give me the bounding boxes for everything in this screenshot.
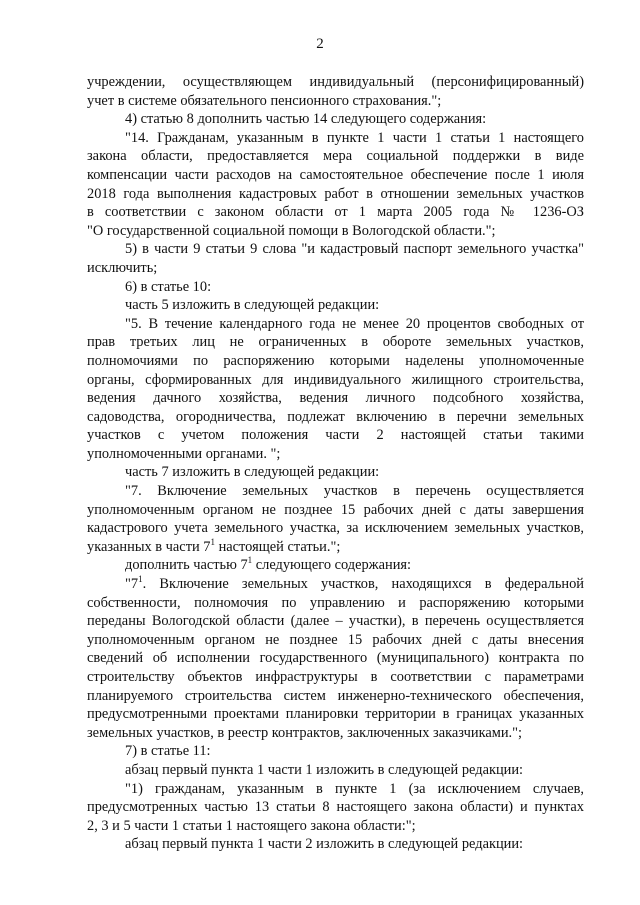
text-segment: строительству объектов инфраструктуры в соответствии с параметрами	[87, 669, 584, 685]
text-line	[87, 129, 584, 148]
text-line	[87, 501, 584, 520]
text-line	[87, 742, 584, 761]
text-segment: 2018 года выполнения кадастровых работ в отношении земельных участков	[87, 185, 584, 202]
text-segment: "5. В течение календарного года не менее 20 процентов свободных от	[125, 315, 584, 332]
text-segment: абзац первый пункта 1 части 1 изложить в следующей редакции:	[125, 761, 524, 778]
text-line	[87, 92, 584, 111]
text-segment: указанных в части 7	[87, 538, 211, 555]
text-segment: сведений об исполнении государственного (муниципального) контракта по	[87, 650, 584, 667]
text-line	[87, 631, 584, 650]
text-segment: компенсации части расходов на самостоятельное обеспечение после 1 июля	[87, 166, 584, 183]
document-body	[87, 73, 584, 854]
text-line	[87, 649, 584, 668]
text-segment: учет в системе обязательного пенсионного страхования.";	[87, 92, 442, 109]
text-segment: 4) статью 8 дополнить частью 14 следующего содержания:	[125, 111, 487, 128]
text-line	[87, 185, 584, 204]
text-line	[87, 482, 584, 501]
text-segment: органы, сформированных для индивидуального жилищного строительства,	[87, 371, 584, 388]
text-segment: "1) гражданам, указанным в пункте 1 (за исключением случаев,	[125, 780, 584, 797]
text-segment: "14. Гражданам, указанным в пункте 1 части 1 статьи 1 настоящего	[125, 129, 584, 146]
text-line	[87, 389, 584, 408]
text-line	[87, 612, 584, 631]
text-line	[87, 668, 584, 687]
text-line	[87, 817, 584, 836]
text-segment: предусмотренными проектами планировки территории в границах указанных	[87, 706, 584, 723]
text-line	[87, 408, 584, 427]
text-segment: полномочиями по распоряжению которыми наделены уполномоченные	[87, 352, 584, 369]
text-segment: прав третьих лиц не ограниченных в обороте земельных участков,	[87, 334, 584, 351]
text-segment: предусмотренных частью 13 статьи 8 настоящего закона области) и пунктах	[87, 799, 584, 816]
text-segment: "7	[125, 576, 139, 593]
text-segment: переданы Вологодской области (далее – участки), в перечень осуществляется	[87, 613, 584, 630]
text-segment: уполномоченным органом не позднее 15 рабочих дней с даты завершения	[87, 501, 584, 518]
text-line	[87, 538, 584, 557]
text-segment: 7) в статье 11:	[125, 743, 211, 760]
text-line	[87, 259, 584, 278]
text-line	[87, 278, 584, 297]
text-segment: в соответствии с законом области от 1 марта 2005 года № 1236-ОЗ	[87, 204, 584, 221]
text-line	[87, 296, 584, 315]
text-segment: уполномоченными органами. ";	[87, 445, 281, 462]
text-segment: "О государственной социальной помощи в Вологодской области.";	[87, 222, 496, 239]
text-line	[87, 761, 584, 780]
text-segment: . Включение земельных участков, находящихся в федеральной	[142, 576, 584, 593]
text-segment: дополнить частью 7	[125, 557, 248, 574]
text-line	[87, 519, 584, 538]
text-segment: закона области, предоставляется мера социальной поддержки в виде	[87, 148, 584, 165]
text-segment: следующего содержания:	[252, 557, 412, 574]
text-line	[87, 780, 584, 799]
superscript: 1	[247, 555, 253, 566]
text-line	[87, 835, 584, 854]
text-segment: "7. Включение земельных участков в перечень осуществляется	[125, 483, 584, 500]
text-segment: настоящей статьи.";	[214, 538, 341, 555]
text-segment: земельных участков, в реестр контрактов, заключенных заказчиками.";	[87, 724, 523, 741]
text-line	[87, 687, 584, 706]
superscript: 1	[210, 536, 215, 547]
text-line	[87, 110, 584, 129]
text-line	[87, 594, 584, 613]
text-segment: 2, 3 и 5 части 1 статьи 1 настоящего закона области:";	[87, 817, 416, 834]
text-line	[87, 556, 584, 575]
text-line	[87, 724, 584, 743]
text-line	[87, 352, 584, 371]
text-segment: исключить;	[87, 259, 158, 276]
text-line	[87, 463, 584, 482]
text-segment: 6) в статье 10:	[125, 278, 212, 295]
superscript: 1	[138, 574, 143, 585]
text-line	[87, 575, 584, 594]
text-line	[87, 166, 584, 185]
text-segment: 5) в части 9 статьи 9 слова "и кадастровый паспорт земельного участка"	[125, 241, 584, 258]
text-line	[87, 426, 584, 445]
text-segment: кадастрового учета земельного участка, за исключением земельных участков,	[87, 520, 584, 537]
text-segment: уполномоченным органом не позднее 15 рабочих дней с даты внесения	[87, 631, 584, 648]
text-segment: учреждении, осуществляющем индивидуальный (персонифицированный)	[87, 74, 584, 90]
text-line	[87, 315, 584, 334]
text-segment: собственности, полномочия по управлению и распоряжению которыми	[87, 594, 584, 611]
text-line	[87, 240, 584, 259]
text-segment: часть 7 изложить в следующей редакции:	[125, 464, 380, 481]
text-segment: участков с учетом положения части 2 настоящей статьи такими	[87, 427, 584, 444]
text-line	[87, 445, 584, 464]
text-line	[87, 798, 584, 817]
text-line	[87, 147, 584, 166]
text-segment: часть 5 изложить в следующей редакции:	[125, 297, 380, 314]
text-segment: садоводства, огородничества, подлежат включению в перечни земельных	[87, 408, 584, 425]
text-line	[87, 371, 584, 390]
text-segment: планируемого строительства систем инженерно-технического обеспечения,	[87, 687, 584, 704]
text-line	[87, 333, 584, 352]
text-line	[87, 222, 584, 241]
text-line	[87, 705, 584, 724]
text-line	[87, 73, 584, 92]
page-number: 2	[316, 36, 324, 52]
text-segment: абзац первый пункта 1 части 2 изложить в следующей редакции:	[125, 836, 524, 853]
text-line	[87, 203, 584, 222]
text-segment: ведения дачного хозяйства, ведения личного подсобного хозяйства,	[87, 390, 584, 407]
